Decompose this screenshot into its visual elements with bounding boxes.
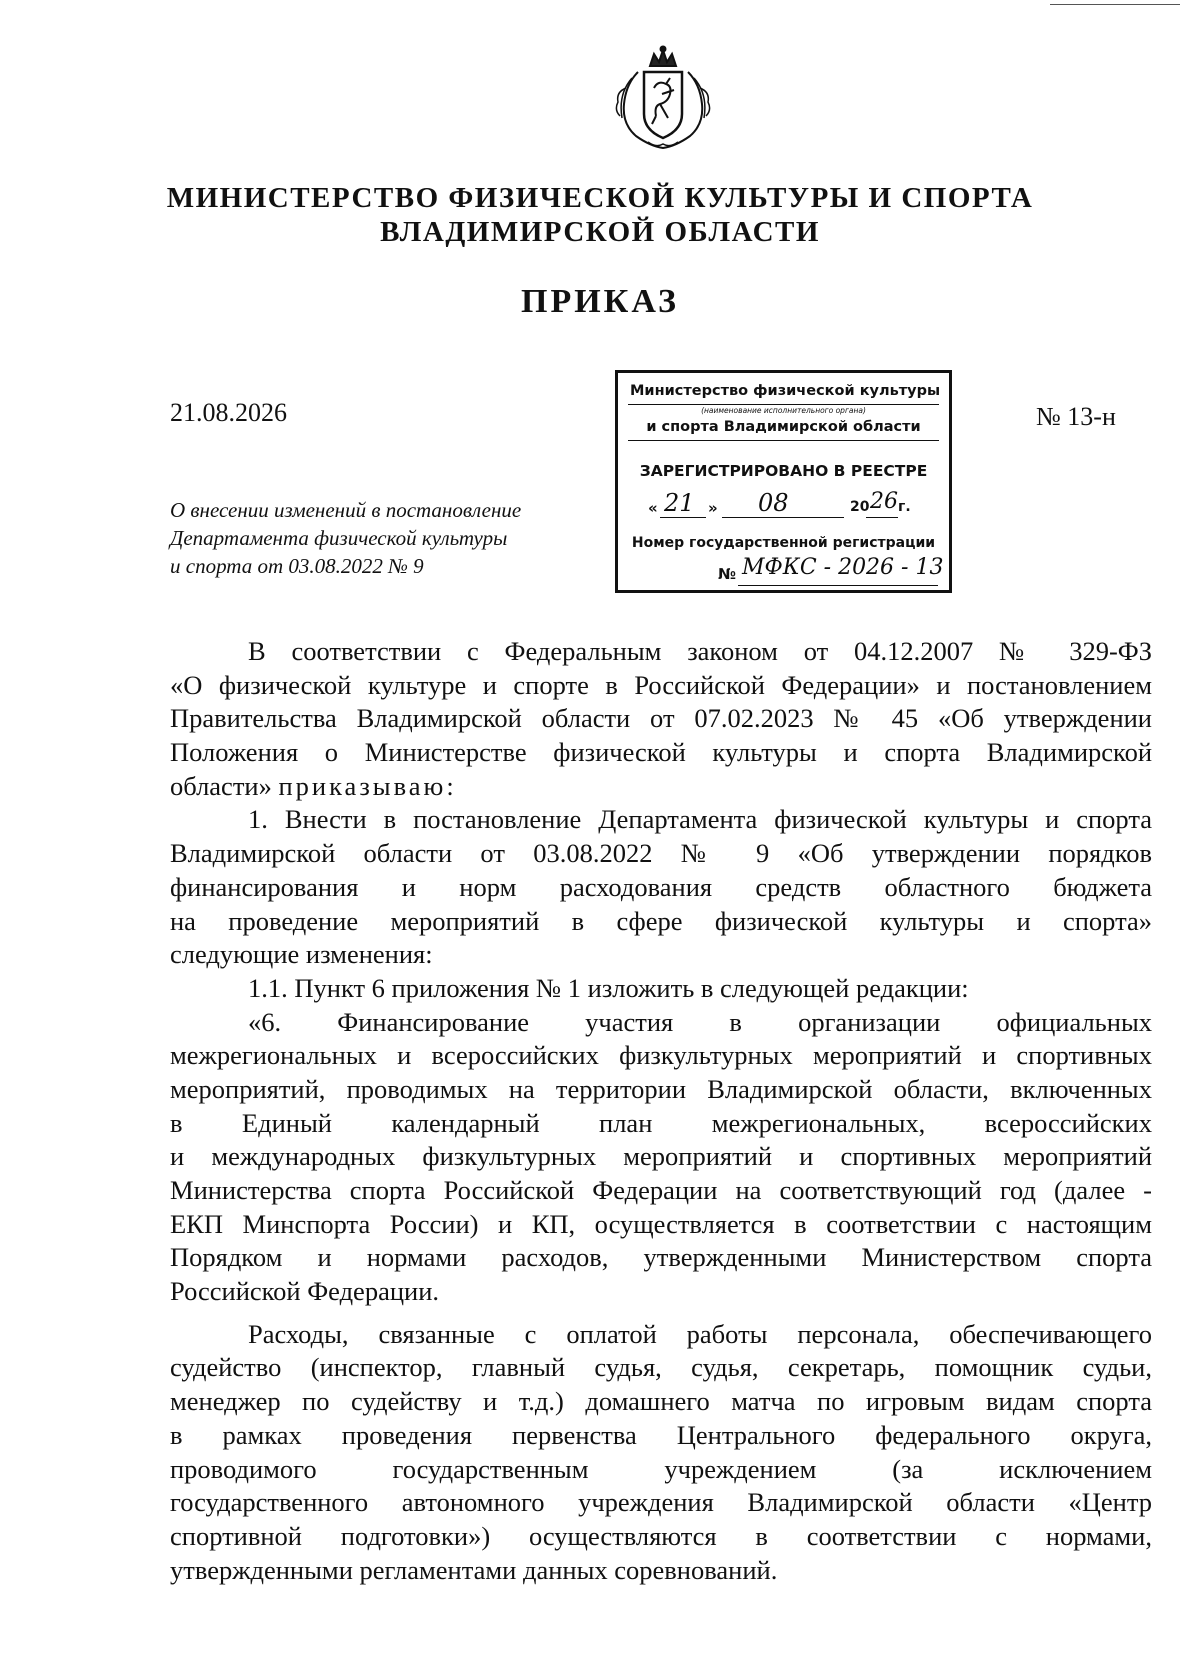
stamp-year-underline	[866, 517, 898, 518]
body-line: 1.1. Пункт 6 приложения № 1 изложить в следующей редакции:	[248, 972, 969, 1003]
body-line: в Единый календарный план межрегиональных, всероссийских	[170, 1107, 1152, 1138]
body-line: утвержденными регламентами данных соревнований.	[170, 1554, 778, 1585]
stamp-divider	[628, 404, 939, 405]
body-line	[170, 770, 1152, 804]
order-date: 21.08.2026	[170, 398, 287, 427]
body-line: мероприятий, проводимых на территории Владимирской области, включенных	[170, 1073, 1152, 1104]
top-edge-rule	[1050, 4, 1180, 5]
stamp-org-line2: и спорта Владимирской области	[646, 419, 921, 435]
paragraph-gap	[170, 1309, 1152, 1318]
body-line: Порядком и нормами расходов, утвержденными Министерством спорта	[170, 1242, 1152, 1273]
stamp-caption: (наименование исполнительного органа)	[701, 406, 866, 415]
stamp-day-underline	[660, 517, 706, 518]
stamp-date-row	[648, 491, 938, 523]
order-subject	[170, 496, 590, 580]
body-line: Расходы, связанные с оплатой работы персонала, обеспечивающего	[248, 1318, 1152, 1349]
stamp-month: 08	[758, 489, 789, 517]
body-line: и международных физкультурных мероприятий и спортивных мероприятий	[170, 1141, 1152, 1172]
body-line: судейство (инспектор, главный судья, судья, секретарь, помощник судьи,	[170, 1352, 1152, 1383]
stamp-registered-label: ЗАРЕГИСТРИРОВАНО В РЕЕСТРЕ	[639, 462, 928, 480]
body-line: Положения о Министерстве физической культуры и спорта Владимирской	[170, 737, 1152, 768]
stamp-year-suffix: 26	[870, 489, 898, 514]
body-line: финансирования и норм расходования средств областного бюджета	[170, 871, 1152, 902]
stamp-reg-number: МФКС - 2026 - 13	[742, 555, 944, 580]
stamp-quote-open: «	[648, 499, 658, 517]
order-body	[170, 635, 1152, 1587]
stamp-month-underline	[722, 517, 844, 518]
body-line: в рамках проведения первенства Центрального федерального округа,	[170, 1419, 1152, 1450]
body-line: менеджер по судейству и т.д.) домашнего матча по игровым видам спорта	[170, 1386, 1152, 1417]
body-line: на проведение мероприятий в сфере физической культуры и спорта»	[170, 905, 1152, 936]
body-line: межрегиональных и всероссийских физкультурных мероприятий и спортивных	[170, 1040, 1152, 1071]
body-line: Российской Федерации.	[170, 1276, 439, 1307]
body-line: спортивной подготовки») осуществляются в соответствии с нормами,	[170, 1520, 1152, 1551]
subject-line: Департамента физической культуры	[170, 526, 508, 550]
body-line: Правительства Владимирской области от 07.02.2023 № 45 «Об утверждении	[170, 703, 1152, 734]
stamp-quote-close: »	[708, 499, 718, 517]
body-line: Министерства спорта Российской Федерации на соответствующий год (далее -	[170, 1175, 1152, 1205]
body-line: В соответствии с Федеральным законом от 04.12.2007 № 329-ФЗ	[248, 636, 1152, 666]
body-line: 1. Внести в постановление Департамента физической культуры и спорта	[248, 804, 1152, 835]
body-line: проводимого государственным учреждением (за исключением	[170, 1453, 1152, 1484]
order-verb: приказываю:	[278, 770, 457, 801]
body-line: следующие изменения:	[170, 939, 433, 970]
stamp-divider	[628, 440, 939, 441]
subject-line: и спорта от 03.08.2022 № 9	[170, 554, 424, 578]
ministry-title-line2: ВЛАДИМИРСКОЙ ОБЛАСТИ	[380, 216, 820, 248]
stamp-org-line1: Министерство физической культуры	[630, 383, 941, 399]
stamp-year-g: г.	[898, 499, 911, 515]
ministry-title-line1: МИНИСТЕРСТВО ФИЗИЧЕСКОЙ КУЛЬТУРЫ И СПОРТА	[166, 182, 1034, 214]
subject-line: О внесении изменений в постановление	[170, 498, 522, 522]
document-type: ПРИКАЗ	[521, 283, 679, 320]
body-line: Владимирской области от 03.08.2022 № 9 «Об утверждении порядков	[170, 838, 1152, 869]
stamp-reg-number-row	[718, 555, 944, 589]
stamp-reg-number-label: Номер государственной регистрации	[631, 535, 936, 551]
stamp-year-prefix: 20	[850, 499, 870, 515]
stamp-reg-number-underline	[738, 585, 938, 586]
body-line: государственного автономного учреждения Владимирской области «Центр	[170, 1487, 1152, 1518]
body-line: «О физической культуре и спорте в Российской Федерации» и постановлением	[170, 669, 1152, 700]
stamp-reg-no-prefix: №	[718, 565, 737, 583]
body-line: «6. Финансирование участия в организации официальных	[248, 1006, 1152, 1037]
body-fragment: области»	[170, 770, 272, 801]
registration-stamp	[615, 370, 952, 593]
coat-of-arms-icon	[608, 44, 718, 152]
order-number: № 13-н	[1036, 402, 1116, 431]
body-line: ЕКП Минспорта России) и КП, осуществляется в соответствии с настоящим	[170, 1208, 1152, 1239]
stamp-day: 21	[664, 489, 695, 517]
